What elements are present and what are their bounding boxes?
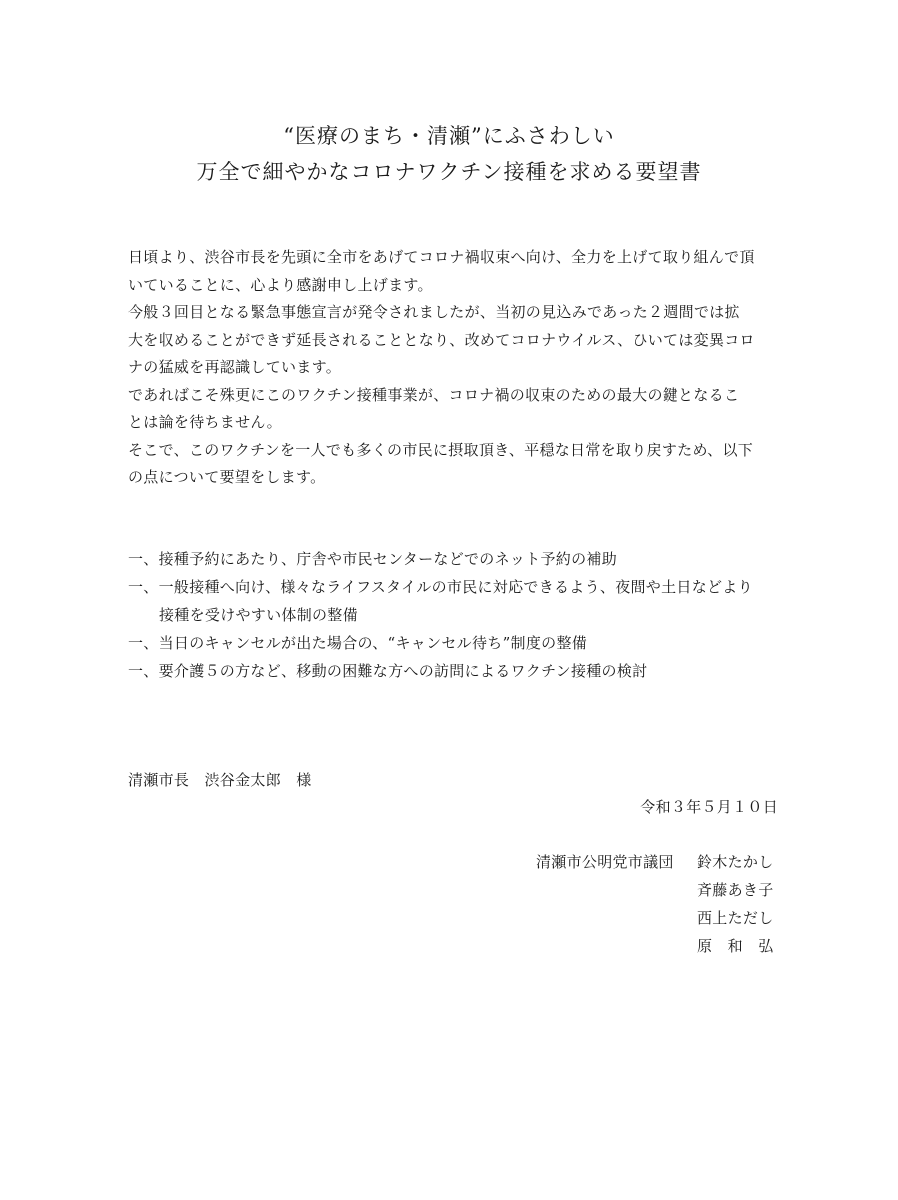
body-paragraphs	[128, 244, 778, 492]
request-item: 一、当日のキャンセルが出た場合の、“キャンセル待ち”制度の整備	[128, 634, 588, 652]
signatory-name: 鈴木たかし	[697, 853, 774, 871]
body-line: の点について要望をします。	[128, 468, 326, 486]
body-line: そこで、このワクチンを一人でも多くの市民に摂取頂き、平穏な日常を取り戻すため、以下	[128, 440, 754, 459]
request-item: 一、一般接種へ向け、様々なライフスタイルの市民に対応できるよう、夜間や土日などより	[128, 578, 753, 596]
signature-block	[536, 848, 786, 960]
document-title-line-1: “医療のまち・清瀬”にふさわしい	[283, 124, 615, 148]
document-date: 令和３年５月１０日	[640, 798, 778, 816]
document-title-line-2: 万全で細やかなコロナワクチン接種を求める要望書	[196, 160, 702, 184]
body-line: 大を収めることができず延長されることとなり、改めてコロナウイルス、ひいては変異コロ	[128, 330, 755, 349]
signatory-name: 西上ただし	[697, 909, 774, 927]
body-line: いていることに、心より感謝申し上げます。	[128, 275, 433, 294]
body-line: とは論を待ちません。	[128, 413, 282, 431]
addressee: 清瀬市長 渋谷金太郎 様	[128, 771, 312, 789]
request-item: 一、接種予約にあたり、庁舎や市民センターなどでのネット予約の補助	[128, 550, 618, 568]
signatory-name: 原 和 弘	[697, 937, 774, 955]
body-line: 今般３回目となる緊急事態宣言が発令されましたが、当初の見込みであった２週間では拡	[128, 303, 740, 321]
request-item: 一、要介護５の方など、移動の困難な方への訪問によるワクチン接種の検討	[128, 662, 648, 680]
request-list	[128, 545, 788, 685]
body-line: 日頃より、渋谷市長を先頭に全市をあげてコロナ禍収束へ向け、全力を上げて取り組んで頂	[128, 248, 755, 266]
signatory-name: 斉藤あき子	[697, 881, 774, 899]
body-line: ナの猛威を再認識しています。	[128, 358, 342, 376]
signatory-organization: 清瀬市公明党市議団	[536, 853, 674, 871]
request-item-continuation: 接種を受けやすい体制の整備	[159, 606, 358, 624]
body-line: であればこそ殊更にこのワクチン接種事業が、コロナ禍の収束のための最大の鍵となるこ	[128, 385, 740, 404]
